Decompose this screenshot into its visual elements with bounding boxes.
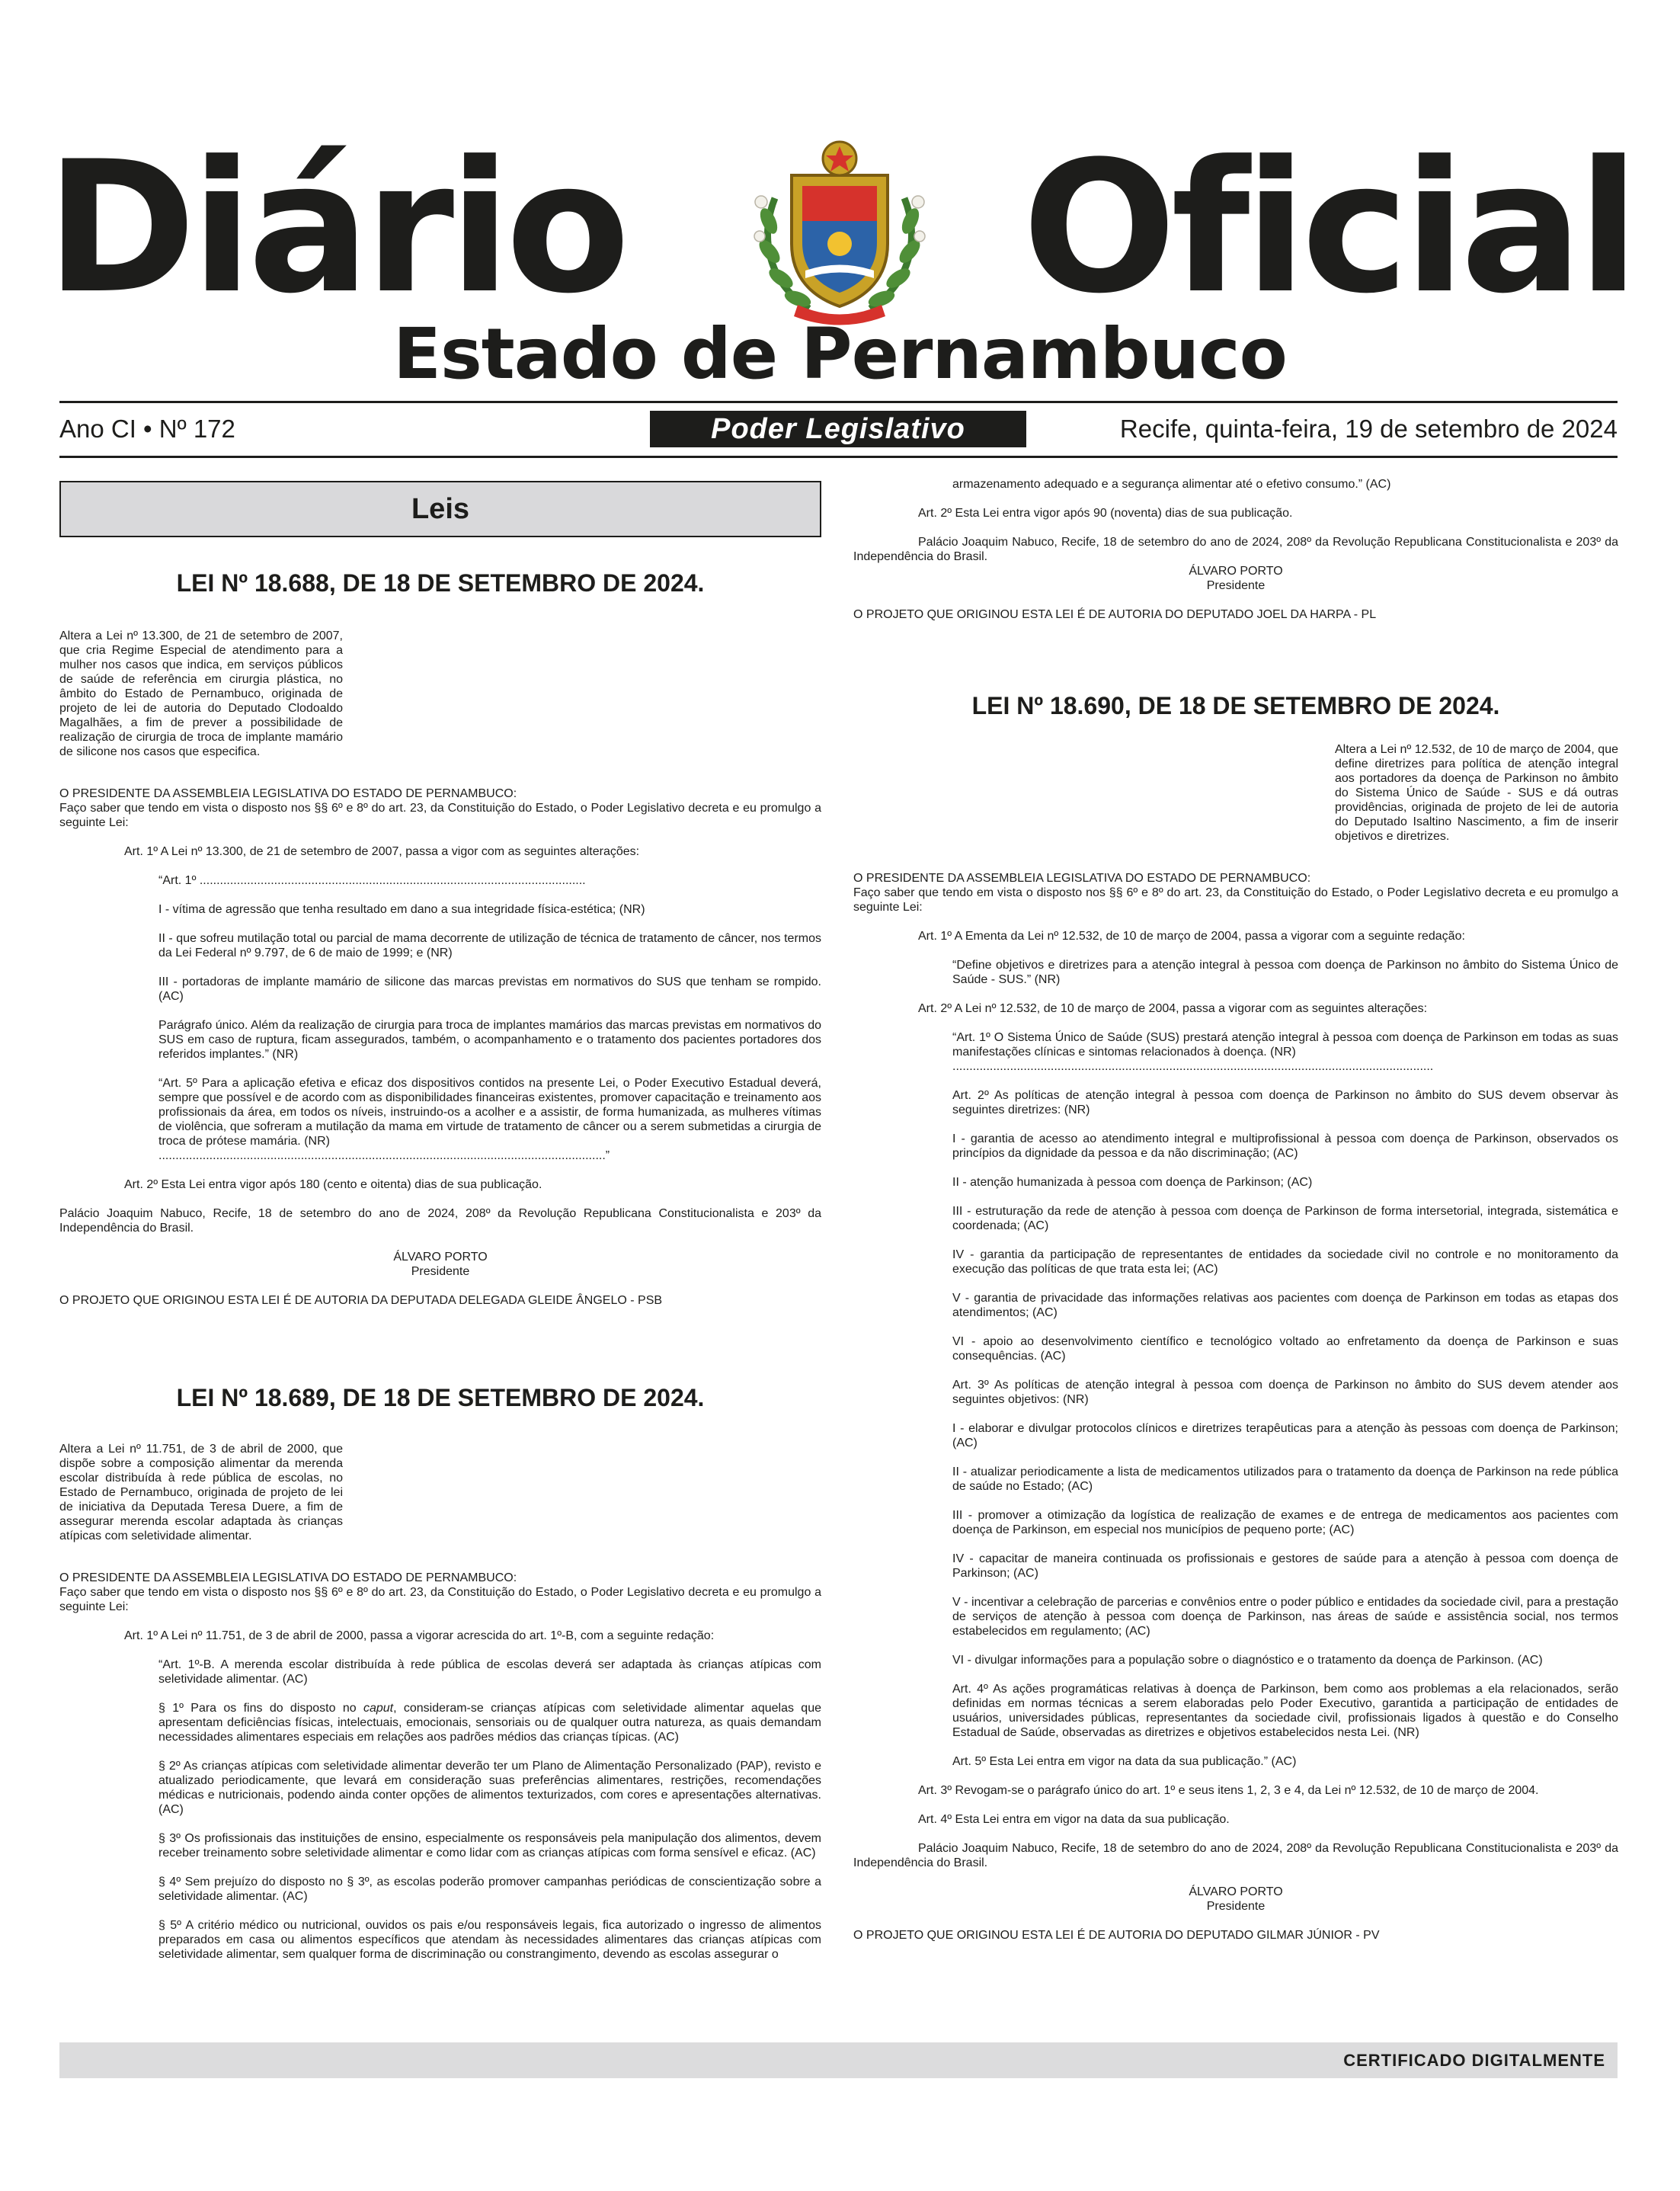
law-quote-line: “Define objetivos e diretrizes para a atenção integral à pessoa com doença de Parkinson no âmbito do Sistema Único de Saúde - SUS.” (NR) [952,959,1618,986]
law-quote-line: “Art. 1º-B. A merenda escolar distribuída à rede pública de escolas deverá ser adaptada às crianças atípicas com seletividade alimentar. (AC) [158,1658,821,1686]
section-banner: Poder Legislativo [650,411,1026,447]
law-quote-line: Parágrafo único. Além da realização de cirurgia para troca de implantes mamários das marcas previstas em normativos do SUS em caso de ruptura, ficam assegurados, também, o acompanhamento e o tratamento dos pacientes portadores dos referidos implantes.” (NR) [158,1019,821,1061]
certified-label: CERTIFICADO DIGITALMENTE [1343,2051,1605,2070]
law-article: Art. 2º Esta Lei entra vigor após 90 (noventa) dias de sua publicação. [918,507,1293,520]
law-authorship: O PROJETO QUE ORIGINOU ESTA LEI É DE AUTORIA DO DEPUTADO GILMAR JÚNIOR - PV [853,1929,1380,1942]
law-preamble: O PRESIDENTE DA ASSEMBLEIA LEGISLATIVA DO ESTADO DE PERNAMBUCO: [59,787,517,800]
law-quote-line: II - atualizar periodicamente a lista de medicamentos utilizados para o tratamento da doença de Parkinson na rede pública de saúde no Estado; (AC) [952,1465,1618,1493]
law-quote-line: IV - capacitar de maneira continuada os profissionais e gestores de saúde para a atenção à pessoa com doença de Parkinson; (AC) [952,1552,1618,1580]
column-left [59,477,821,1962]
law-quote-line: .............................................................................................................................................. [952,1060,1434,1073]
law-quote-line: § 3º Os profissionais das instituições de ensino, especialmente os responsáveis pela manipulação dos alimentos, devem receber treinamento sobre seletividade alimentar e como lidar com as crianças atípicas com forma sensível e eficaz. (AC) [158,1832,821,1859]
law-article: Art. 2º Esta Lei entra vigor após 180 (cento e oitenta) dias de sua publicação. [124,1178,542,1191]
law-signer-role: Presidente [411,1265,470,1278]
pernambuco-coat-of-arms-icon [744,130,935,328]
law-palace: Palácio Joaquim Nabuco, Recife, 18 de setembro do ano de 2024, 208º da Revolução Republicana Constitucionalista e 203º da Independência do Brasil. [59,1207,821,1235]
law-article: Art. 4º Esta Lei entra em vigor na data da sua publicação. [918,1813,1230,1826]
law-quote-line: V - incentivar a celebração de parcerias e convênios entre o poder público e entidades da sociedade civil, para a prestação de serviços de atenção à pessoa com doença de Parkinson, nas áreas de saúde e assistência social, nos termos estabelecidos em regulamento; (AC) [952,1596,1618,1638]
law-article: Art. 1º A Lei nº 13.300, de 21 de setembro de 2007, passa a vigor com as seguintes alterações: [124,845,640,858]
masthead-subtitle: Estado de Pernambuco [393,313,1287,395]
masthead-rule-top [59,401,1618,403]
law-preamble-text: Faço saber que tendo em vista o disposto nos §§ 6º e 8º do art. 23, da Constituição do Estado, o Poder Legislativo decreta e eu promulgo a seguinte Lei: [59,1586,821,1613]
law-ementa: Altera a Lei nº 12.532, de 10 de março de 2004, que define diretrizes para política de atenção integral aos portadores da doença de Parkinson no âmbito do Sistema Único de Saúde - SUS e dá outras providências, originada de projeto de lei de autoria do Deputado Isaltino Nascimento, a fim de inserir objetivos e diretrizes. [1335,743,1618,843]
law-quote-line: II - atenção humanizada à pessoa com doença de Parkinson; (AC) [952,1176,1313,1189]
law-ementa: Altera a Lei nº 13.300, de 21 de setembro de 2007, que cria Regime Especial de atendimento para a mulher nos casos que indica, em serviços públicos de saúde de referência em cirurgia plástica, no âmbito do Estado de Pernambuco, originada de projeto de lei de autoria do Deputado Clodoaldo Magalhães, a fim de prever a possibilidade de realização de cirurgia de troca de implante mamário de silicone nos casos que especifica. [59,629,343,758]
law-quote-line: § 2º As crianças atípicas com seletividade alimentar deverão ter um Plano de Alimentação Personalizado (PAP), revisto e atualizado periodicamente, que levará em consideração suas preferências alimentares, restrições, recomendações médicas e nutricionais, podendo ainda conter opções de alimentos texturizados, com cores e apresentações alternativas. (AC) [158,1760,821,1816]
law-signer: ÁLVARO PORTO [393,1251,488,1264]
law-quote-line: III - promover a otimização da logística de realização de exames e de entrega de medicamentos aos pacientes com doença de Parkinson, em especial nos municípios de pequeno porte; (AC) [952,1509,1618,1536]
law-quote-line: VI - divulgar informações para a população sobre o diagnóstico e o tratamento da doença de Parkinson. (AC) [952,1654,1543,1667]
law-quote-line: I - elaborar e divulgar protocolos clínicos e diretrizes terapêuticas para a atenção às pessoas com doença de Parkinson; (AC) [952,1422,1618,1449]
law-preamble-text: Faço saber que tendo em vista o disposto nos §§ 6º e 8º do art. 23, da Constituição do Estado, o Poder Legislativo decreta e eu promulgo a seguinte Lei: [853,886,1618,914]
law-signer: ÁLVARO PORTO [1189,565,1283,578]
law-preamble: O PRESIDENTE DA ASSEMBLEIA LEGISLATIVA DO ESTADO DE PERNAMBUCO: [853,872,1311,885]
law-quote-line: “Art. 5º Para a aplicação efetiva e eficaz dos dispositivos contidos na presente Lei, o Poder Executivo Estadual deverá, sempre que possível e de acordo com as disponibilidades financeiras existentes, promover capacitação e treinamento aos profissionais da área, em todos os níveis, instruindo-os a acolher e a assistir, de forma humanizada, as mulheres vítimas de violência, que sofreram a mutilação da mama em virtude de tratamento de câncer ou a serem submetidas a cirurgia de troca de prótese mamária. (NR) [158,1077,821,1148]
law-quote-line: ....................................................................................................................................” [158,1149,610,1162]
law-quote-line: Art. 4º As ações programáticas relativas à doença de Parkinson, bem como aos problemas a ela relacionados, serão definidas em normas técnicas a serem elaboradas pelo Poder Executivo, garantida a participação de entidades de usuários, universidades públicas, representantes da sociedade civil, profissionais ligados à questão e do Conselho Estadual de Saúde, observadas as diretrizes e objetivos estabelecidos nesta Lei. (NR) [952,1683,1618,1739]
law-preamble-text: Faço saber que tendo em vista o disposto nos §§ 6º e 8º do art. 23, da Constituição do Estado, o Poder Legislativo decreta e eu promulgo a seguinte Lei: [59,802,821,829]
law-quote-line: Art. 3º As políticas de atenção integral à pessoa com doença de Parkinson no âmbito do SUS devem atender aos seguintes objetivos: (NR) [952,1379,1618,1406]
law-article: Art. 1º A Ementa da Lei nº 12.532, de 10 de março de 2004, passa a vigorar com a seguinte redação: [918,930,1465,943]
masthead-title-left: Diário [46,123,626,334]
law-signer: ÁLVARO PORTO [1189,1885,1283,1898]
law-palace: Palácio Joaquim Nabuco, Recife, 18 de setembro do ano de 2024, 208º da Revolução Republicana Constitucionalista e 203º da Independência do Brasil. [853,536,1618,563]
masthead-rule-bottom [59,456,1618,458]
law-signer-role: Presidente [1206,579,1266,592]
law-quote-line: “Art. 1º .................................................................................................................. [158,874,586,887]
law-quote-line: “Art. 1º O Sistema Único de Saúde (SUS) prestará atenção integral à pessoa com doença de Parkinson em todas as suas manifestações clínicas e sintomas relacionados à doença. (NR) [952,1031,1618,1059]
law-authorship: O PROJETO QUE ORIGINOU ESTA LEI É DE AUTORIA DO DEPUTADO JOEL DA HARPA - PL [853,608,1377,621]
law-quote-line: II - que sofreu mutilação total ou parcial de mama decorrente de utilização de técnica de tratamento de câncer, nos termos da Lei Federal nº 9.797, de 6 de maio de 1999; e (NR) [158,932,821,959]
law-title: LEI Nº 18.688, DE 18 DE SETEMBRO DE 2024. [176,569,705,597]
column-right [853,477,1618,1943]
law-preamble: O PRESIDENTE DA ASSEMBLEIA LEGISLATIVA DO ESTADO DE PERNAMBUCO: [59,1571,517,1584]
edition-number: Ano CI • Nº 172 [59,415,235,443]
law-quote-line: § 4º Sem prejuízo do disposto no § 3º, as escolas poderão promover campanhas periódicas de conscientização sobre a seletividade alimentar. (AC) [158,1875,821,1903]
masthead-title-right: Oficial [1022,123,1634,334]
law-title: LEI Nº 18.690, DE 18 DE SETEMBRO DE 2024. [971,692,1500,719]
law-signer-role: Presidente [1206,1900,1266,1913]
section-title-leis: Leis [59,481,821,537]
law-title: LEI Nº 18.689, DE 18 DE SETEMBRO DE 2024. [176,1384,705,1411]
law-quote-line: III - estruturação da rede de atenção à pessoa com doença de Parkinson de forma intersetorial, integrada, sistemática e coordenada; (AC) [952,1205,1618,1232]
law-quote-line: V - garantia de privacidade das informações relativas aos pacientes com doença de Parkinson em todas as etapas dos atendimentos; (AC) [952,1292,1618,1319]
law-quote-line: § 1º Para os fins do disposto no caput, consideram-se crianças atípicas com seletividade alimentar aquelas que apresentam deficiências físicas, intelectuais, emocionais, sensoriais ou de qualquer outra natureza, as quais demandam necessidades alimentares especiais em relações aos padrões médios das crianças típicas. (AC) [158,1702,821,1744]
footer-bar [59,2042,1618,2078]
law-quote-line: § 5º A critério médico ou nutricional, ouvidos os pais e/ou responsáveis legais, fica autorizado o ingresso de alimentos preparados em casa ou alimentos específicos que atendam às necessidades alimentares das crianças atípicas com seletividade alimentar, sem qualquer forma de discriminação ou constrangimento, devendo as escolas assegurar o [158,1919,821,1961]
law-quote-line: I - vítima de agressão que tenha resultado em dano a sua integridade física-estética; (NR) [158,903,645,916]
law-quote-line: armazenamento adequado e a segurança alimentar até o efetivo consumo.” (AC) [952,478,1391,491]
law-quote-line: VI - apoio ao desenvolvimento científico e tecnológico voltado ao enfretamento da doença de Parkinson e suas consequências. (AC) [952,1335,1618,1363]
law-palace: Palácio Joaquim Nabuco, Recife, 18 de setembro do ano de 2024, 208º da Revolução Republicana Constitucionalista e 203º da Independência do Brasil. [853,1842,1618,1869]
law-quote-line: III - portadoras de implante mamário de silicone das marcas previstas em normativos do SUS que tenham se rompido. (AC) [158,975,821,1003]
law-article: Art. 2º A Lei nº 12.532, de 10 de março de 2004, passa a vigorar com as seguintes alterações: [918,1002,1428,1015]
law-quote-line: IV - garantia da participação de representantes de entidades da sociedade civil no controle e no monitoramento da execução das políticas de que trata esta lei; (AC) [952,1248,1618,1276]
law-article: Art. 3º Revogam-se o parágrafo único do art. 1º e seus itens 1, 2, 3 e 4, da Lei nº 12.532, de 10 de março de 2004. [918,1784,1539,1797]
law-quote-line: I - garantia de acesso ao atendimento integral e multiprofissional à pessoa com doença de Parkinson, observados os princípios da dignidade da pessoa e da não discriminação; (AC) [952,1132,1618,1160]
edition-date: Recife, quinta-feira, 19 de setembro de 2024 [1119,415,1618,443]
law-ementa: Altera a Lei nº 11.751, de 3 de abril de 2000, que dispõe sobre a composição alimentar da merenda escolar distribuída à rede pública de escolas, no Estado de Pernambuco, originada de projeto de lei de iniciativa da Deputada Teresa Duere, a fim de assegurar merenda escolar adaptada às crianças atípicas com seletividade alimentar. [59,1443,343,1542]
law-authorship: O PROJETO QUE ORIGINOU ESTA LEI É DE AUTORIA DA DEPUTADA DELEGADA GLEIDE ÂNGELO - PSB [59,1294,663,1307]
law-article: Art. 1º A Lei nº 11.751, de 3 de abril de 2000, passa a vigorar acrescida do art. 1º-B, com a seguinte redação: [124,1629,715,1642]
law-quote-line: Art. 2º As políticas de atenção integral à pessoa com doença de Parkinson no âmbito do SUS devem observar às seguintes diretrizes: (NR) [952,1089,1618,1116]
law-quote-line: Art. 5º Esta Lei entra em vigor na data da sua publicação.” (AC) [952,1755,1297,1768]
